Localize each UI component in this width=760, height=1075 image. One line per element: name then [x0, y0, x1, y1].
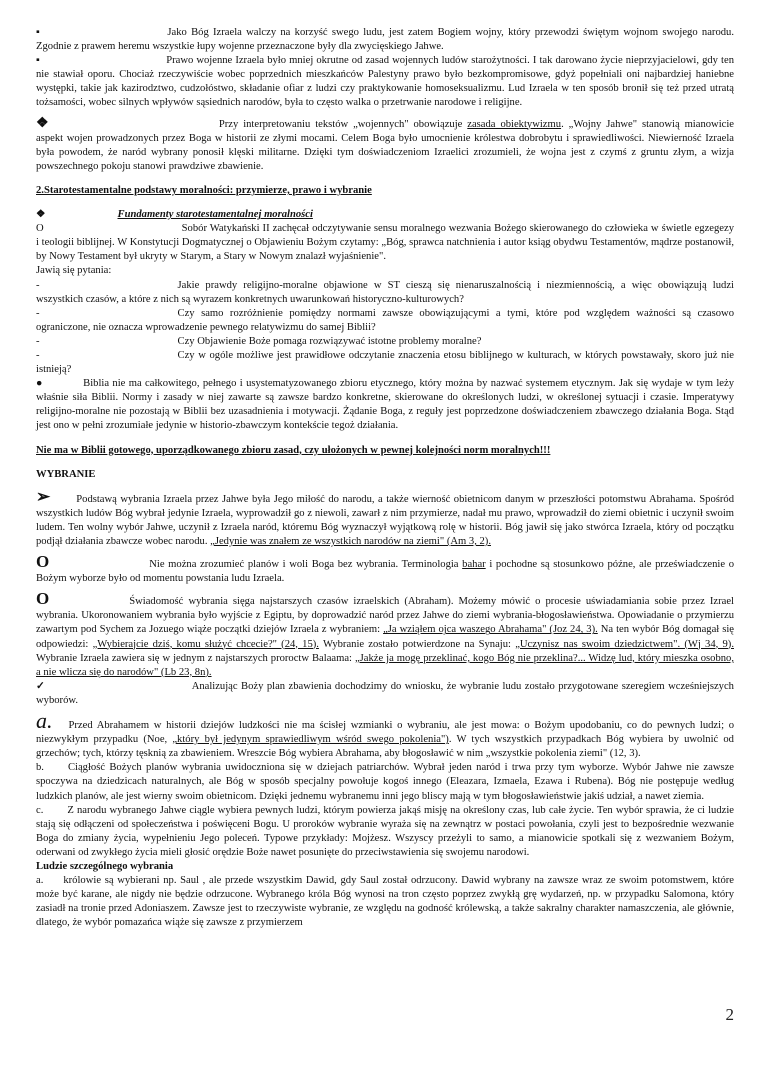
letter-a-marker: a. [36, 708, 53, 734]
scripture-quote: „Jakże ja mogę przeklinać, kogo Bóg nie przeklina?... Widzę lud, który mieszka osobno, a nie wlicza się do narodów" (Lb 23, 8n). [36, 652, 734, 678]
paragraph-text: Podstawą wybrania Izraela przez Jahwe była Jego miłość do narodu, a także wierność obietnicom danym w przeszłości potomstwu Abrahama. Spośród wszystkich ludów Bóg wybrał jedynie Izraela, wyprowadził go z niewoli, zawarł z nim przymierze, nadał mu prawo, wprowadził do ziemi obietnic i uczynił swoim ludem. Ten wolny wybór Jahwe, uczynił z Izraela naród, któremu Bóg wyznaczył wyjątkową rolę w historii. Bóg jawił się jako stwórca Izraela, który od początku podjął działania zbawcze wobec narodu. [36, 493, 734, 547]
paragraph-text: . W tych wszystkich przypadkach Bóg wybiera by uwolnić od grzechów; tych, którzy tęsknią za zbawieniem. Wreszcie Bóg wybiera Abrahama, aby błogosławić w nim „wszystkie pokolenia ziemi" (12, 3). [36, 734, 734, 760]
letter-b-marker: b. [36, 762, 44, 774]
arrow-bullet-icon: ➢ [36, 486, 51, 506]
dash-bullet-icon: - [36, 349, 40, 361]
questions-intro: Jawią się pytania: [36, 265, 112, 277]
paragraph-text: . „Wojny Jahwe" stanowią mianowicie aspekt wojen prowadzonych przez Boga w historii ze złymi mocami. Celem Boga było umocnienie królestwa dobrobytu i sprawiedliwości. Niewierność Izraela była powodem, że naród wybrany ponosił klęski militarne. Dzięki tym doświadczeniom Izraelici zrozumieli, że wojna jest z czymś z gruntu złym, a wizja powszechnego pokoju stanowi prawdziwe zbawienie. [36, 118, 734, 172]
underlined-term: zasada obiektywizmu [467, 118, 562, 130]
letter-c-marker: c. [36, 804, 44, 816]
document-page [36, 26, 734, 930]
paragraph-vatican [36, 222, 734, 264]
sub-heading: Fundamenty starotestamentalnej moralności [117, 209, 313, 221]
term-bahar: bahar [462, 559, 486, 571]
circle-bullet-icon: O [36, 589, 50, 609]
paragraph-text: Przy interpretowaniu tekstów „wojennych" obowiązuje [218, 118, 468, 130]
paragraph-text: Świadomość wybrania sięga najstarszych czasów izraelskich (Abraham). Możemy mówić o procesie uświadamiania sobie przez Izrael wybrania. Ukoronowaniem wybrania było wyjście z Egiptu, by doprowadzić naród przez Jahwe do ziemi wybrania-błogosławieństwa. Opowiadanie o przymierzu zawartym pod Sychem za Jozuego wiąże początki dziejów Izraela z wybraniem: [36, 596, 734, 636]
paragraph-text: Z narodu wybranego Jahwe ciągle wybiera pewnych ludzi, którym powierza jakąś misję na określony czas, lub całe życie. Ten wybór sprawia, że ci ludzie stają się odłączeni od społeczeństwa i poświęceni Bogu. U proroków wybranie wyraża się na zewnątrz w postaci powołania, czyli jest to bezpośrednie wezwanie Boga do zmiany życia, wypełnieniu Jego poleceń. Typowe przykłady: Mojżesz. Wszyscy przeżyli to samo, a mianowicie spotkali się z wezwaniem Bożym, oderwani od zwykłego życia mieli głosić orędzie Boże nawet posunięte do przeciwstawienia się swojemu narodowi. [36, 804, 734, 858]
paragraph-text: Wybranie Izraela zawiera się w jednym z najstarszych proroctw Balaama: [36, 652, 355, 664]
square-bullet-icon: ▪ [36, 27, 42, 38]
paragraph-text: Przed Abrahamem w historii dziejów ludzkości nie ma ścisłej wzmianki o wybraniu, ale jest mowa: o Bożym upodobaniu, co do pewnych ludzi; o niezwykłym przypadku (Noe, [36, 720, 734, 746]
emphasis-statement: Nie ma w Biblii gotowego, uporządkowanego zbioru zasad, czy ułożonych w pewnej kolejności norm moralnych!!! [36, 444, 551, 456]
paragraph-plan-analysis [36, 680, 734, 708]
checkmark-bullet-icon: ✓ [36, 680, 46, 692]
paragraph-election-basis [36, 486, 734, 549]
paragraph-text: królowie są wybierani np. Saul , ale przede wszystkim Dawid, gdy Saul został odrzucony. Dawid wybrany na zawsze wraz ze swoim potomstwem, które może być karane, ale nigdy nie będzie odrzucone. Wybranego króla Bóg wynosi na tron często poprzez zwykłą grę wydarzeń, np. w przypadku Salomona, który zasiadł na tronie przed Adoniaszem. Zawsze jest to rzeczywiste wybranie, ze względu na godność królewską, a także sakralny charakter namaszczenia, ale głównie, dlatego, że wybór pomazańca wiąże się zawsze z przymierzem [36, 875, 734, 929]
paragraph-war-law [36, 54, 734, 110]
paragraph-text: Analizując Boży plan zbawienia dochodzimy do wniosku, że wybranie ludu zostało przygotowane szeregiem wcześniejszych wyborów. [36, 680, 734, 706]
paragraph-text: Ciągłość Bożych planów wybrania uwidoczniona się w dziejach patriarchów. Wybrał jeden naród i trwa przy tym wyborze. Wybór Jahwe nie zawsze spoczywa na dziedzicach naturalnych, ale Bóg w sposób specjalny powołuje kogoś innego (Eleazara, Izmaela, Ezawa i Rubena). Bóg nie postępuje według ludzkich planów, ale jest wierny swoim obietnicom. Dzięki jednemu wybranemu inni jego bliscy mają w tym błogosławieństwie jakiś udział, a nawet ziemia. [36, 762, 734, 802]
paragraph-text: Wybranie zostało potwierdzone na Synaju: [318, 638, 516, 650]
paragraph-chosen-people [36, 804, 734, 860]
diamond-bullet-icon: ❖ [36, 115, 51, 131]
scripture-quote: „który był jedynym sprawiedliwym wśród swego pokolenia") [172, 734, 449, 746]
paragraph-text: i pochodne są stosunkowo późne, ale przeświadczenie o Bożym wyborze było od momentu powstania ludu Izraela. [36, 559, 735, 585]
circle-bullet-icon: O [36, 223, 44, 235]
paragraph-kings [36, 874, 734, 930]
paragraph-text: Prawo wojenne Izraela było mniej okrutne od zasad wojennych ludów starożytności. I tak darowano życie nieprzyjacielowi, gdy ten nie stawiał oporu. Chociaż rzeczywiście wobec poprzednich mieszkańców Palestyny prawo było bezkompromisowe, gdyż popełniali oni najbardziej haniebne występki, takie jak kazirodztwo, cudzołóstwo, składanie ofiar z ludzi czy praktykowanie homoseksualizmu. Lud Izraela w ten sposób bronił się też przed utratą tożsamości, wobec silnych wpływów sąsiednich narodów, była to często walka o przetrwanie narodowe i religijne. [36, 55, 734, 109]
letter-a-marker: a. [36, 875, 44, 887]
paragraph-war-god [36, 26, 734, 54]
wybranie-heading: WYBRANIE [36, 468, 96, 480]
dash-bullet-icon: - [36, 279, 40, 291]
scripture-quote: „Jedynie was znałem ze wszystkich narodów na ziemi" (Am 3, 2). [210, 536, 491, 547]
paragraph-patriarchs [36, 761, 734, 803]
question-text: Jakie prawdy religijno-moralne objawione w ST cieszą się nienaruszalnością i niezmiennością, a więc obowiązują ludzi wszystkich czasów, a które z nich są wyrazem konkretnych uwarunkowań historyczno-kulturowych? [36, 279, 734, 305]
people-heading: Ludzie szczególnego wybrania [36, 860, 174, 872]
paragraph-before-abraham [36, 708, 734, 761]
paragraph-text: Sobór Watykański II zachęcał odczytywanie sensu moralnego wezwania Bożego skierowanego do człowieka w świetle egzegezy i teologii biblijnej. W Konstytucji Dogmatycznej o Objawieniu Bożym czytamy: „Bóg, sprawca natchnienia i autor ksiąg obydwu Testamentów, mądrze postanowił, by Nowy Testament był ukryty w Starym, a Stary w Nowym znalazł wyjaśnienie". [36, 223, 734, 263]
page-number: 2 [725, 1005, 734, 1024]
paragraph-bible-system [36, 377, 734, 433]
scripture-quote: „Uczynisz nas swoim dziedzictwem". (Wj 34, 9). [515, 638, 734, 650]
paragraph-election-awareness [36, 589, 734, 680]
scripture-quote: „Ja wziąłem ojca waszego Abrahama" (Joz 24, 3). [383, 624, 598, 636]
section-heading: 2.Starotestamentalne podstawy moralności: przymierze, prawo i wybranie [36, 184, 372, 196]
question-item [36, 307, 734, 335]
question-text: Czy Objawienie Boże pomaga rozwiązywać istotne problemy moralne? [177, 335, 482, 347]
paragraph-text: Biblia nie ma całkowitego, pełnego i usystematyzowanego zbioru etycznego, który można by nazwać systemem etycznym. Jak się wydaje w tym leży właśnie siła Biblii. Normy i zasady w niej zawarte są zawsze bardzo konkretne, skierowane do określonych ludzi, w określonej sytuacji i czasie. Imperatywy religijno-moralne nie pozostają w Biblii bez uzasadnienia i motywacji. Żądanie Boga, z reguły jest poprzedzone doświadczeniem zbawczego działania Boga. Stąd jest ono w pełni zrozumiałe jedynie w historio-zbawczym kontekście tegoż działania. [36, 378, 734, 432]
question-text: Czy samo rozróżnienie pomiędzy normami zawsze obowiązującymi a tymi, które pod względem ważności są czasowo ograniczone, nie oznacza wprowadzenie pewnego relatywizmu do samej Biblii? [36, 307, 734, 333]
circle-bullet-icon: O [36, 552, 50, 572]
question-text: Czy w ogóle możliwe jest prawidłowe odczytanie znaczenia etosu biblijnego w kulturach, w których powstawały, skoro już nie istnieją? [36, 349, 734, 376]
sub-heading-line [36, 208, 734, 222]
dash-bullet-icon: - [36, 335, 40, 347]
paragraph-text: Jako Bóg Izraela walczy na korzyść swego ludu, jest zatem Bogiem wojny, który przewodzi świętym wojnom swojego narodu. Zgodnie z prawem heremu wszystkie łupy wojenne przeznaczone były dla zwycięskiego Jahwe. [36, 27, 734, 53]
paragraph-bahar [36, 552, 735, 586]
question-item [36, 279, 734, 307]
dash-bullet-icon: - [36, 307, 40, 319]
scripture-quote: „Wybierajcie dziś, komu służyć chcecie?" (24, 15). [92, 638, 319, 650]
paragraph-text: Na ten wybór Bóg domagał się odpowiedzi: [36, 624, 734, 650]
paragraph-interpretation [36, 117, 734, 174]
question-item [36, 335, 734, 349]
paragraph-text: Nie można zrozumieć planów i woli Boga bez wybrania. Terminologia [149, 559, 463, 571]
square-bullet-icon: ▪ [36, 55, 41, 67]
round-bullet-icon: ● [36, 378, 44, 390]
diamond-bullet-icon: ❖ [36, 209, 46, 221]
question-item [36, 349, 734, 377]
